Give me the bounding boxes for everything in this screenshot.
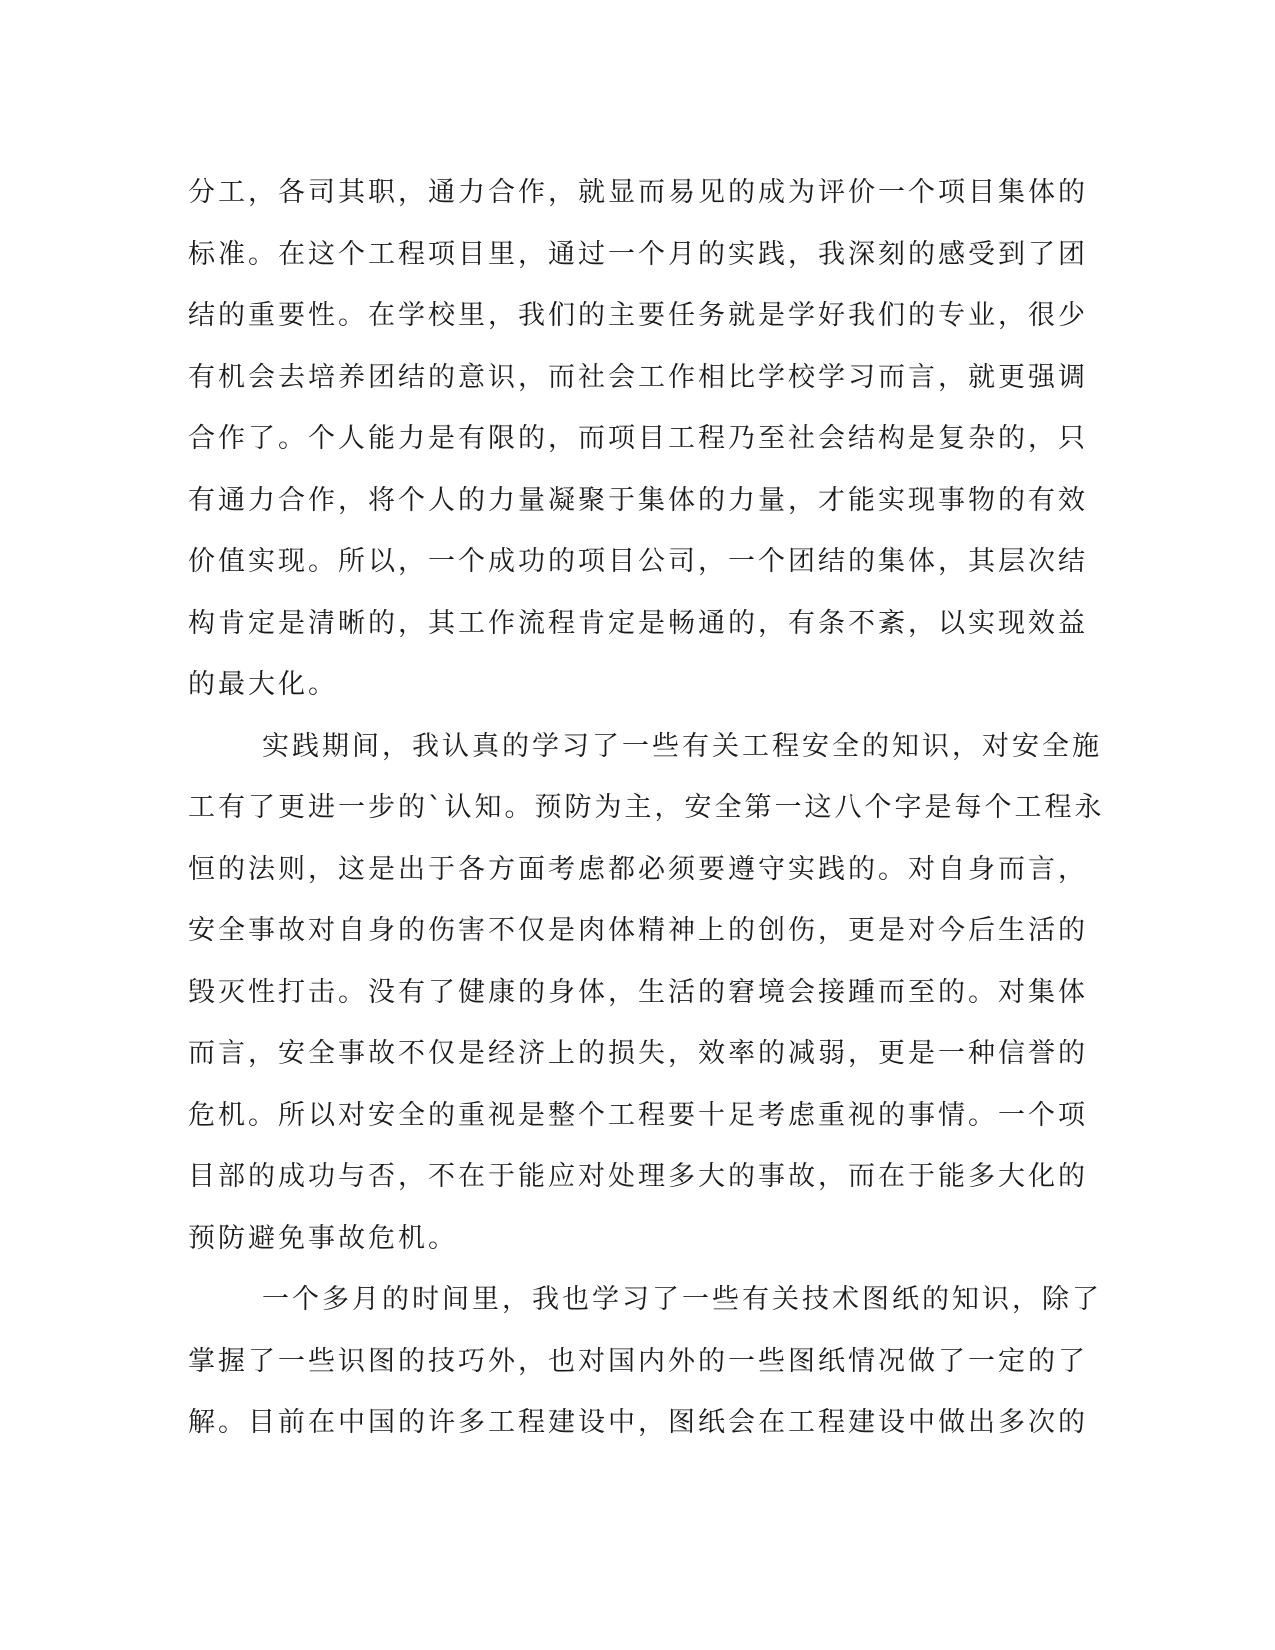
text-line: 有通力合作，将个人的力量凝聚于集体的力量，才能实现事物的有效 — [188, 484, 1088, 516]
text-line: 实践期间，我认真的学习了一些有关工程安全的知识，对安全施 — [262, 730, 1102, 762]
text-line: 一个多月的时间里，我也学习了一些有关技术图纸的知识，除了 — [262, 1284, 1102, 1315]
text-line: 分工，各司其职，通力合作，就显而易见的成为评价一个项目集体的 — [188, 177, 1088, 208]
text-line: 的最大化。 — [188, 669, 338, 700]
text-line: 结的重要性。在学校里，我们的主要任务就是学好我们的专业，很少 — [188, 300, 1088, 331]
text-line: 工有了更进一步的`认知。预防为主，安全第一这八个字是每个工程永 — [188, 792, 1105, 823]
paragraph-2 — [188, 716, 1105, 1270]
text-line: 安全事故对自身的伤害不仅是肉体精神上的创伤，更是对今后生活的 — [188, 915, 1088, 946]
text-line: 合作了。个人能力是有限的，而项目工程乃至社会结构是复杂的，只 — [188, 423, 1088, 454]
text-line: 危机。所以对安全的重视是整个工程要十足考虑重视的事情。一个项 — [188, 1099, 1088, 1131]
text-line: 毁灭性打击。没有了健康的身体，生活的窘境会接踵而至的。对集体 — [188, 976, 1088, 1008]
text-line: 预防避免事故危机。 — [188, 1222, 458, 1254]
text-line: 而言，安全事故不仅是经济上的损失，效率的减弱，更是一种信誉的 — [188, 1038, 1088, 1069]
text-line: 恒的法则，这是出于各方面考虑都必须要遵守实践的。对自身而言， — [188, 853, 1088, 885]
paragraph-1 — [188, 162, 1088, 716]
text-line: 构肯定是清晰的，其工作流程肯定是畅通的，有条不紊，以实现效益 — [188, 607, 1088, 639]
body-text — [188, 162, 1105, 1454]
text-line: 价值实现。所以，一个成功的项目公司，一个团结的集体，其层次结 — [188, 546, 1088, 577]
text-line: 掌握了一些识图的技巧外，也对国内外的一些图纸情况做了一定的了 — [188, 1345, 1088, 1377]
text-line: 解。目前在中国的许多工程建设中，图纸会在工程建设中做出多次的 — [188, 1407, 1088, 1438]
text-line: 目部的成功与否，不在于能应对处理多大的事故，而在于能多大化的 — [188, 1161, 1088, 1192]
paragraph-3 — [188, 1269, 1102, 1454]
text-line: 标准。在这个工程项目里，通过一个月的实践，我深刻的感受到了团 — [188, 238, 1088, 270]
text-line: 有机会去培养团结的意识，而社会工作相比学校学习而言，就更强调 — [188, 361, 1088, 393]
